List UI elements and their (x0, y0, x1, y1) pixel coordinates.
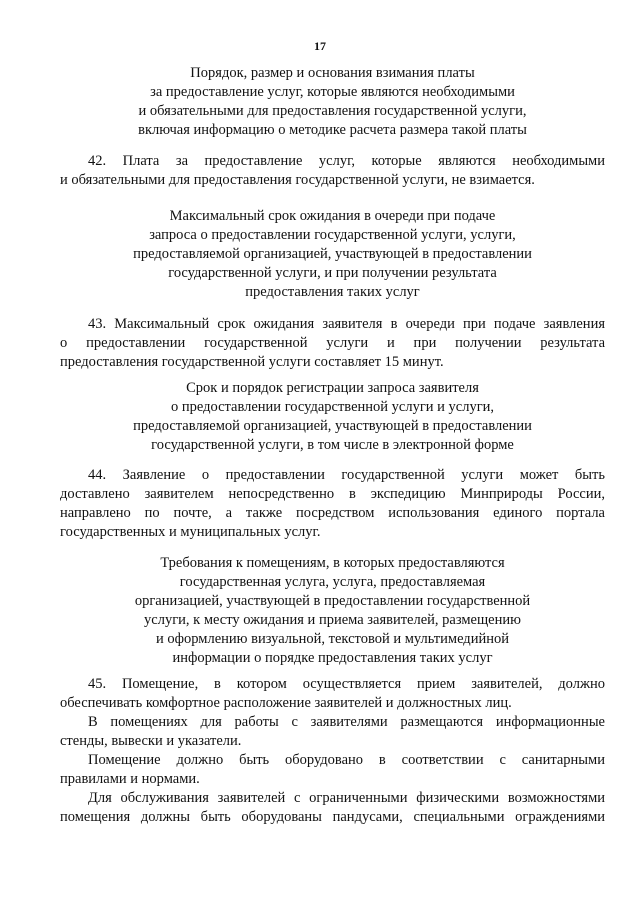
heading-line: о предоставлении государственной услуги и услуги, (170, 399, 495, 415)
heading-line: предоставления таких услуг (245, 284, 420, 300)
heading-line: запроса о предоставлении государственной услуги, услуги, (149, 227, 516, 243)
paragraph-line: о предоставлении государственной услуги и при получении результата (60, 335, 605, 351)
paragraph-line: 44. Заявление о предоставлении государственной услуги может быть (88, 467, 605, 483)
paragraph-45 (60, 675, 605, 713)
heading-line: Требования к помещениям, в которых предоставляются (160, 555, 505, 571)
paragraph-line: Для обслуживания заявителей с ограниченными физическими возможностями (88, 790, 605, 806)
paragraph-45-stands (60, 713, 605, 751)
heading-line: предоставляемой организацией, участвующей в предоставлении (133, 246, 532, 262)
paragraph-line: 45. Помещение, в котором осуществляется прием заявителей, должно (88, 676, 605, 692)
heading-line: организацией, участвующей в предоставлении государственной (134, 593, 531, 609)
paragraph-line: правилами и нормами. (60, 771, 200, 787)
paragraph-line: и обязательными для предоставления государственной услуги, не взимается. (60, 172, 535, 188)
section-heading-registration (60, 379, 605, 455)
paragraph-line: направлено по почте, а также посредством использования единого портала (60, 505, 605, 521)
heading-line: включая информацию о методике расчета размера такой платы (138, 122, 527, 138)
heading-line: Срок и порядок регистрации запроса заявителя (186, 380, 479, 396)
paragraph-line: В помещениях для работы с заявителями размещаются информационные (88, 714, 605, 730)
paragraph-line: стенды, вывески и указатели. (60, 733, 242, 749)
heading-line: и оформлению визуальной, текстовой и мультимедийной (156, 631, 509, 647)
section-heading-premises (60, 554, 605, 668)
paragraph-43 (60, 315, 605, 372)
heading-line: Порядок, размер и основания взимания платы (190, 65, 475, 81)
paragraph-42 (60, 152, 605, 190)
heading-line: услуги, к месту ожидания и приема заявителей, размещению (144, 612, 521, 628)
paragraph-45-sanitary (60, 751, 605, 789)
heading-line: государственной услуги, и при получении результата (168, 265, 497, 281)
paragraph-line: Помещение должно быть оборудовано в соответствии с санитарными (88, 752, 605, 768)
paragraph-45-accessibility (60, 789, 605, 827)
heading-line: информации о порядке предоставления таких услуг (172, 650, 493, 666)
paragraph-line: доставлено заявителем непосредственно в экспедицию Минприроды России, (60, 486, 605, 502)
paragraph-line: предоставления государственной услуги составляет 15 минут. (60, 354, 444, 370)
paragraph-line: 43. Максимальный срок ожидания заявителя в очереди при подаче заявления (88, 316, 605, 332)
heading-line: предоставляемой организацией, участвующей в предоставлении (133, 418, 532, 434)
section-heading-fees (60, 64, 605, 140)
paragraph-line: помещения должны быть оборудованы пандусами, специальными ограждениями (60, 809, 605, 825)
heading-line: и обязательными для предоставления государственной услуги, (138, 103, 527, 119)
heading-line: за предоставление услуг, которые являются необходимыми (150, 84, 515, 100)
paragraph-line: государственных и муниципальных услуг. (60, 524, 321, 540)
heading-line: Максимальный срок ожидания в очереди при подаче (169, 208, 496, 224)
paragraph-line: обеспечивать комфортное расположение заявителей и должностных лиц. (60, 695, 512, 711)
paragraph-line: 42. Плата за предоставление услуг, которые являются необходимыми (88, 153, 605, 169)
page-number: 17 (314, 39, 326, 53)
heading-line: государственная услуга, услуга, предоставляемая (179, 574, 486, 590)
heading-line: государственной услуги, в том числе в электронной форме (151, 437, 514, 453)
paragraph-44 (60, 466, 605, 542)
section-heading-queue-time (60, 207, 605, 302)
